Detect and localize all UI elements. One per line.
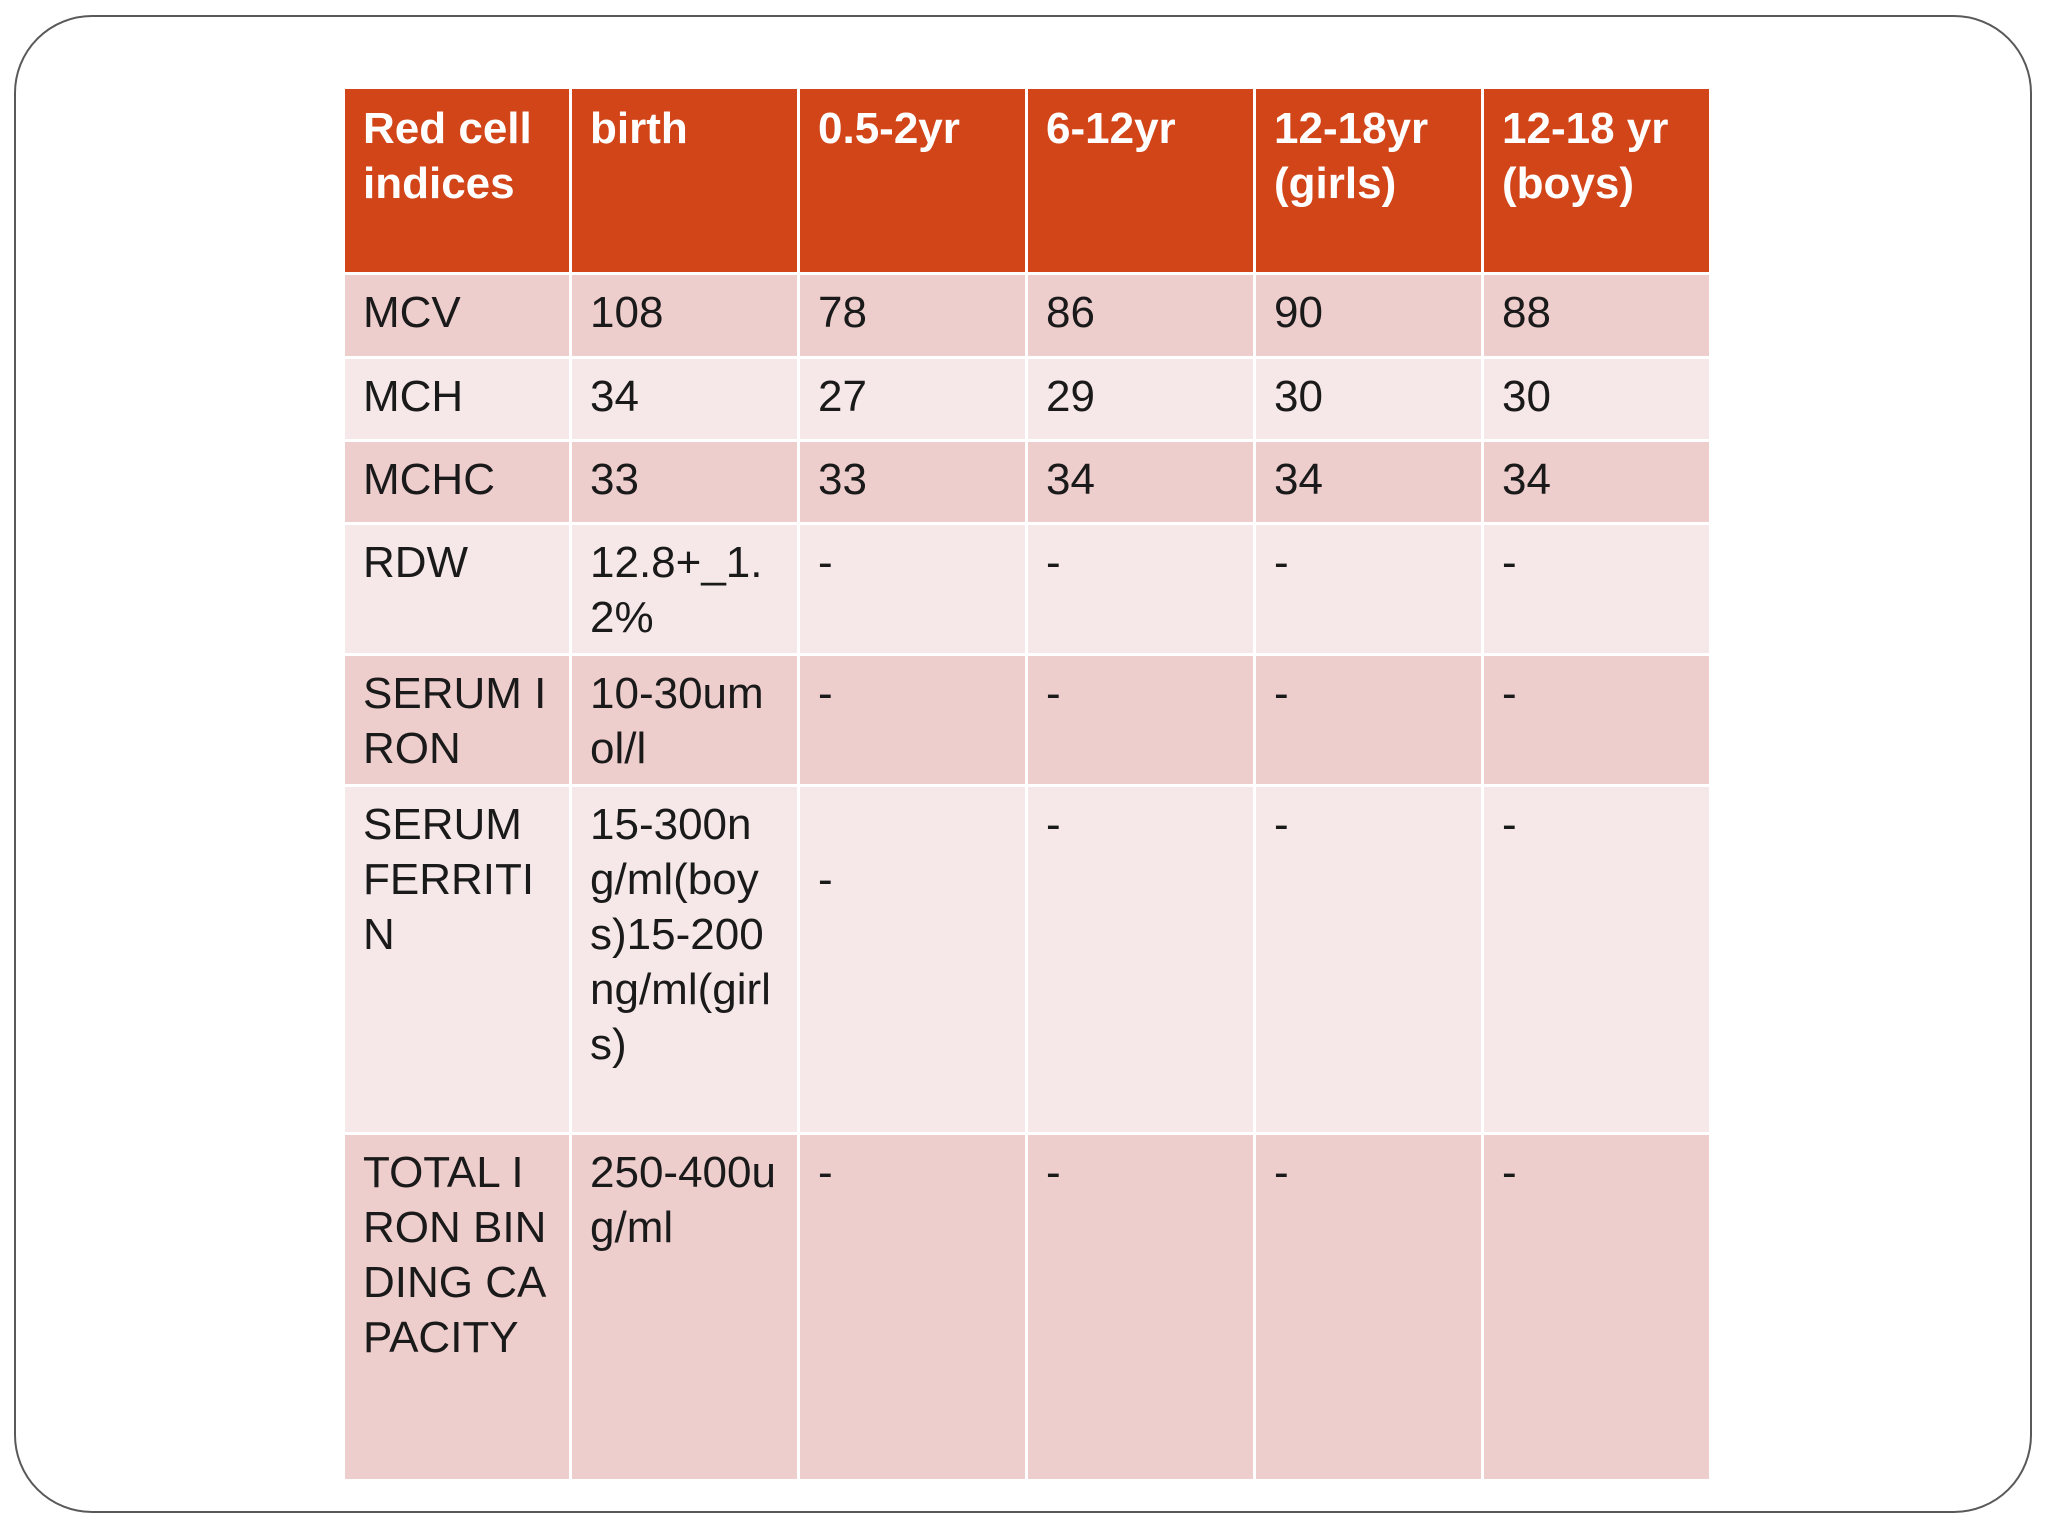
- table-cell: 33: [799, 441, 1027, 524]
- table-row-total-iron-binding-capacity: [344, 1134, 1711, 1481]
- table-cell: 34: [1027, 441, 1255, 524]
- table-cell: 27: [799, 358, 1027, 441]
- table-cell: -: [799, 524, 1027, 655]
- table-cell: 34: [1255, 441, 1483, 524]
- table-cell: -: [1255, 524, 1483, 655]
- table-cell: 88: [1483, 274, 1711, 358]
- table-cell: 108: [571, 274, 799, 358]
- header-cell-12-18yr-girls: 12-18yr(girls): [1255, 88, 1483, 274]
- row-label-cell: RDW: [344, 524, 571, 655]
- table-cell: 30: [1483, 358, 1711, 441]
- table-cell: 33: [571, 441, 799, 524]
- table-cell: 12.8+_1.2%: [571, 524, 799, 655]
- table-cell: -: [1255, 786, 1483, 1134]
- row-label-cell: MCV: [344, 274, 571, 358]
- row-label-cell: SERUM FERRITIN: [344, 786, 571, 1134]
- table-cell: 30: [1255, 358, 1483, 441]
- header-cell-red-cell-indices: Red cell indices: [344, 88, 571, 274]
- table-cell: -: [1027, 524, 1255, 655]
- table-cell: -: [799, 786, 1027, 1134]
- row-label-cell: MCHC: [344, 441, 571, 524]
- table-cell: 34: [1483, 441, 1711, 524]
- red-cell-indices-table: [342, 86, 1712, 1482]
- table-cell: -: [1027, 655, 1255, 786]
- header-cell-6-12yr: 6-12yr: [1027, 88, 1255, 274]
- table-row-rdw: [344, 524, 1711, 655]
- header-cell-0-5-2yr: 0.5-2yr: [799, 88, 1027, 274]
- table-cell: -: [1027, 1134, 1255, 1481]
- table-cell: -: [1483, 524, 1711, 655]
- table-cell: 34: [571, 358, 799, 441]
- table-cell: 250-400ug/ml: [571, 1134, 799, 1481]
- table-cell: -: [1483, 655, 1711, 786]
- table-cell: 10-30umol/l: [571, 655, 799, 786]
- table-row-serum-ferritin: [344, 786, 1711, 1134]
- header-cell-12-18yr-boys: 12-18 yr(boys): [1483, 88, 1711, 274]
- table-cell: -: [1483, 1134, 1711, 1481]
- table-cell: 86: [1027, 274, 1255, 358]
- table-cell: 29: [1027, 358, 1255, 441]
- header-cell-birth: birth: [571, 88, 799, 274]
- table-cell: -: [1255, 655, 1483, 786]
- table-cell: 15-300ng/ml(boys)15-200ng/ml(girls): [571, 786, 799, 1134]
- table-cell: -: [1255, 1134, 1483, 1481]
- row-label-cell: SERUM IRON: [344, 655, 571, 786]
- table-cell: -: [799, 1134, 1027, 1481]
- table-header-row: [344, 88, 1711, 274]
- table-cell: 78: [799, 274, 1027, 358]
- table-cell: -: [799, 655, 1027, 786]
- table-row-serum-iron: [344, 655, 1711, 786]
- table-cell: 90: [1255, 274, 1483, 358]
- table-cell: -: [1027, 786, 1255, 1134]
- table-row-mchc: [344, 441, 1711, 524]
- row-label-cell: TOTAL IRON BINDING CAPACITY: [344, 1134, 571, 1481]
- table-row-mcv: [344, 274, 1711, 358]
- row-label-cell: MCH: [344, 358, 571, 441]
- table-row-mch: [344, 358, 1711, 441]
- table-cell: -: [1483, 786, 1711, 1134]
